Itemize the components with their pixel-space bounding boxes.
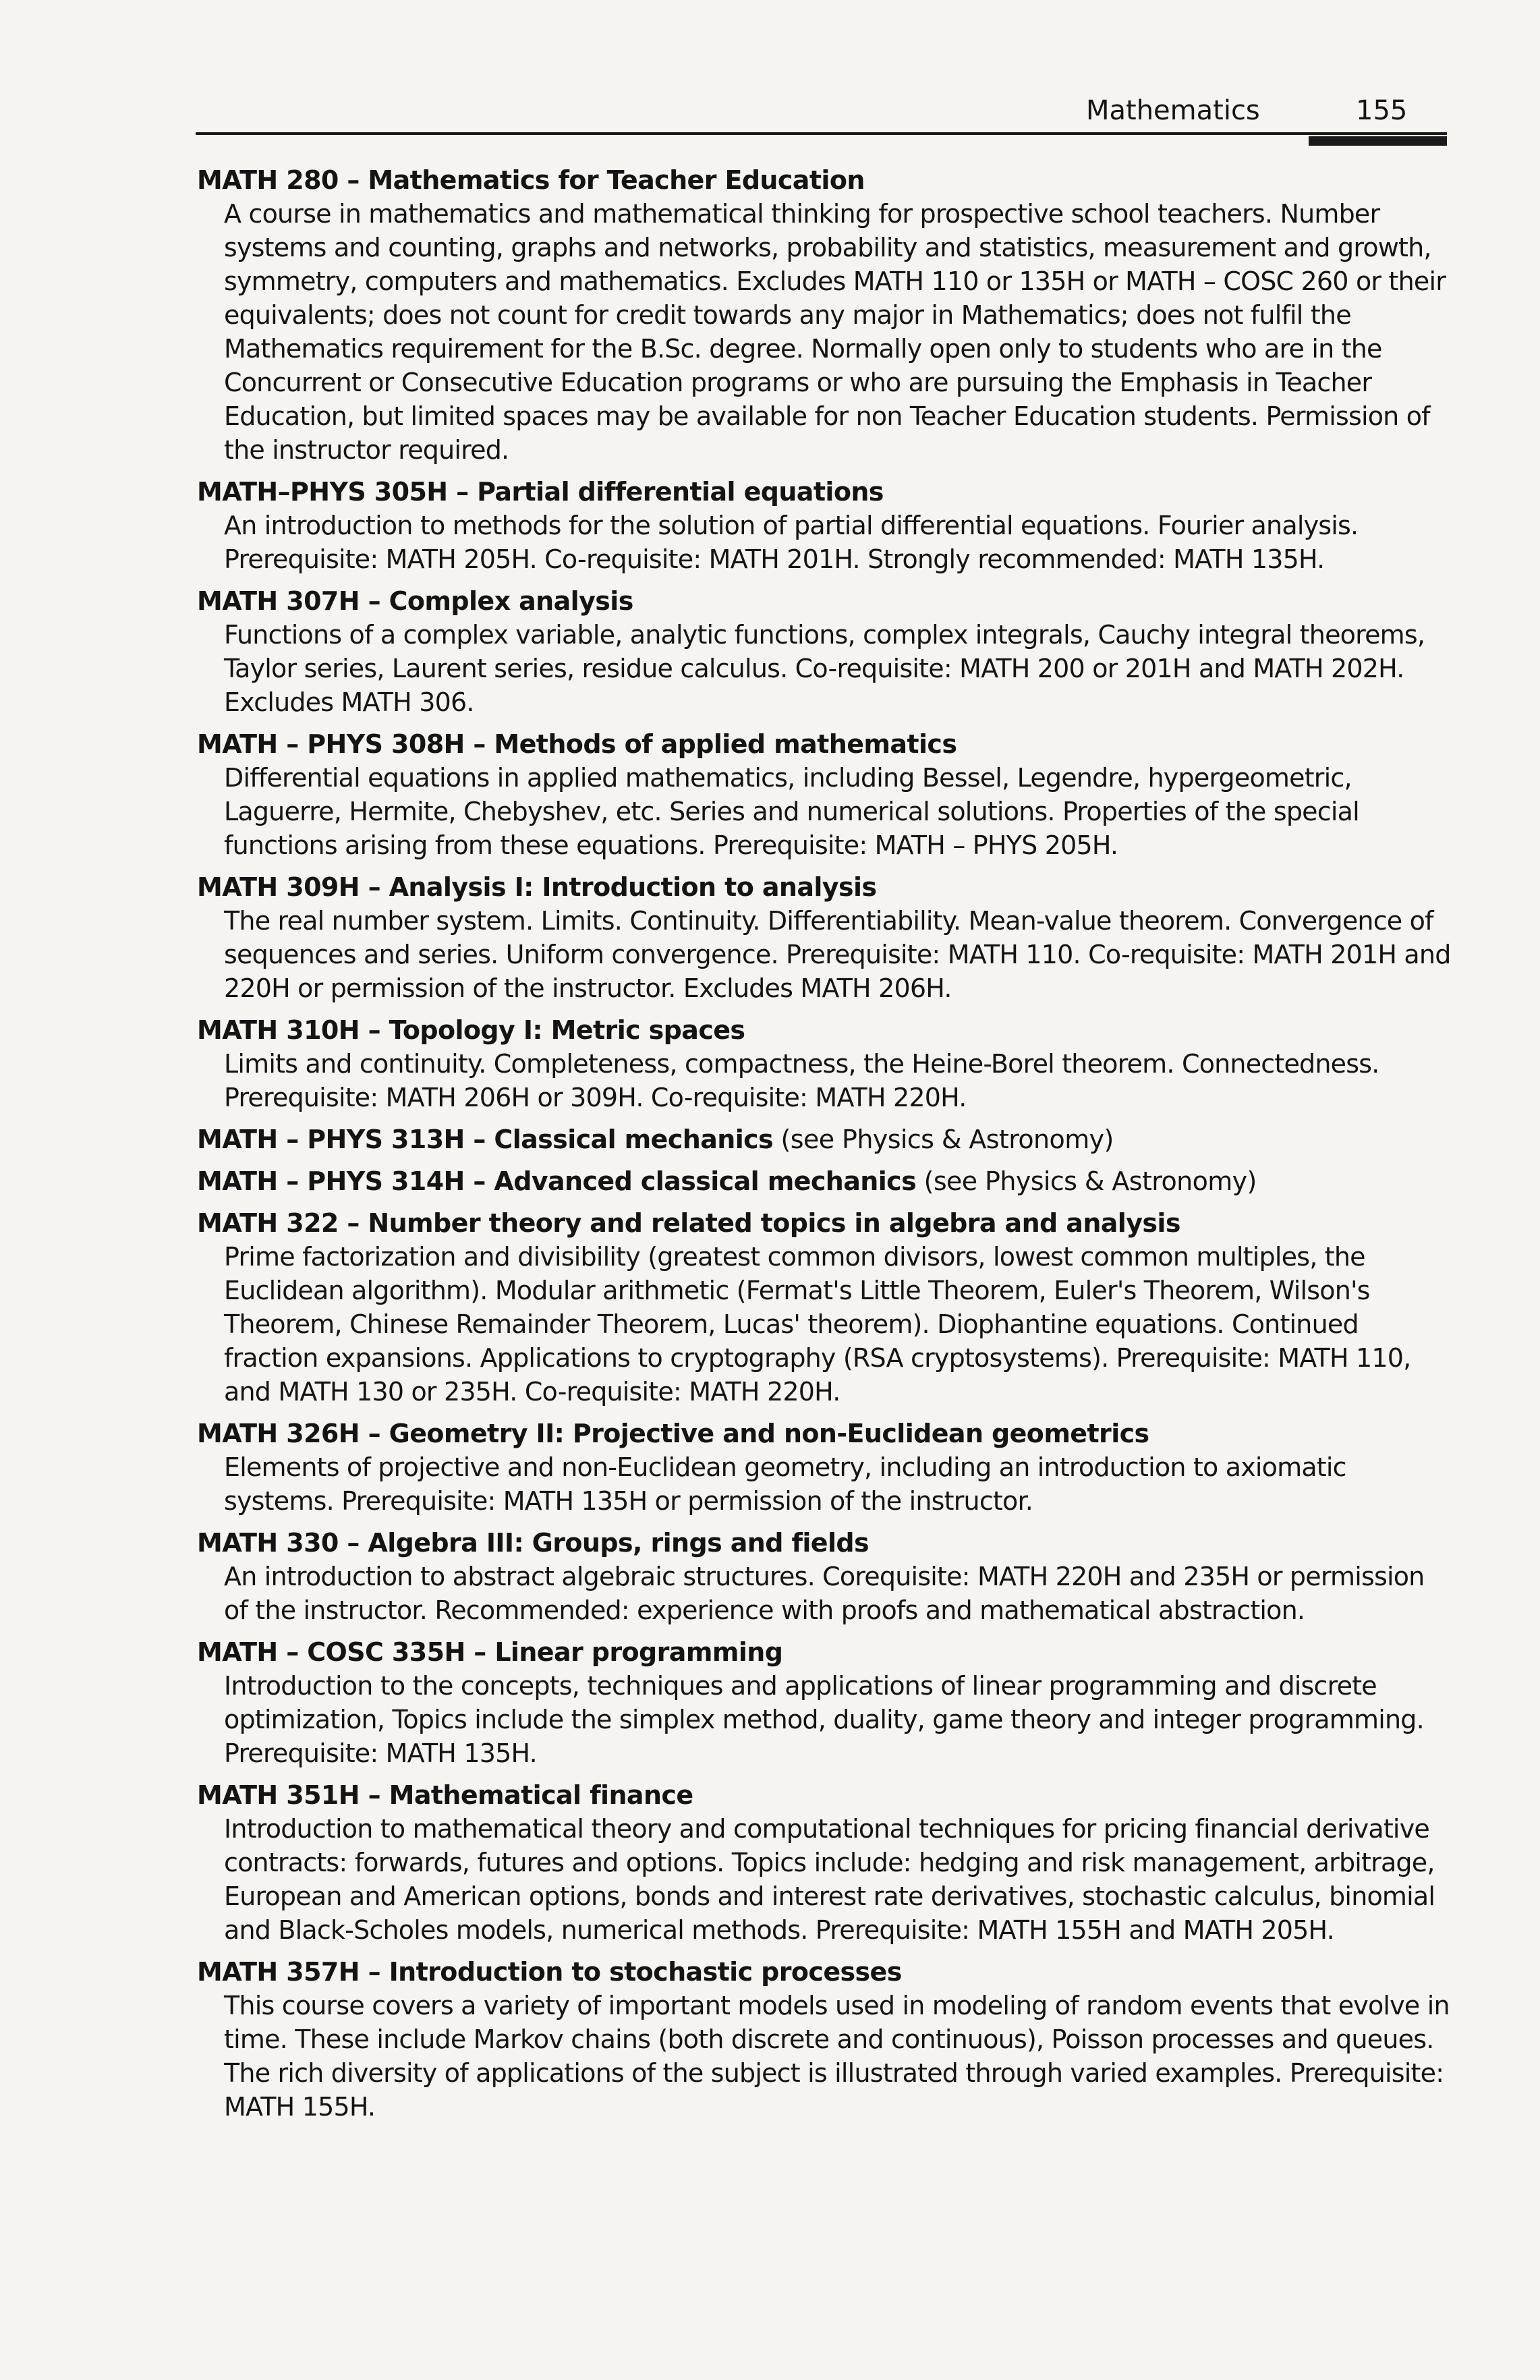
course-title-text: MATH 351H – Mathematical finance [197, 1780, 693, 1810]
course-title-text: MATH 326H – Geometry II: Projective and non-Euclidean geometrics [197, 1419, 1149, 1448]
course-description: The real number system. Limits. Continuity. Differentiability. Mean-value theorem. Convergence of sequences and series. Uniform convergence. Prerequisite: MATH 110. Co-requisite: MATH 201H and 220H or permission of the instructor. Excludes MATH 206H. [224, 906, 1451, 1003]
course-title-text: MATH 357H – Introduction to stochastic processes [197, 1957, 902, 1987]
course-entry [197, 475, 1452, 576]
header-rule-tab [1309, 136, 1447, 146]
course-title-text: MATH 330 – Algebra III: Groups, rings and fields [197, 1528, 869, 1558]
course-entry [197, 870, 1452, 1005]
course-description: Limits and continuity. Completeness, compactness, the Heine-Borel theorem. Connectedness. Prerequisite: MATH 206H or 309H. Co-requisite: MATH 220H. [224, 1049, 1379, 1112]
course-note: (see Physics & Astronomy) [773, 1125, 1114, 1154]
course-title [197, 1635, 1452, 1669]
course-entry [197, 1417, 1452, 1518]
course-title-text: MATH – PHYS 313H – Classical mechanics [197, 1125, 774, 1154]
page-header [196, 86, 1447, 135]
course-description: This course covers a variety of important models used in modeling of random events that evolve in time. These include Markov chains (both discrete and continuous), Poisson processes and queues. The rich diversity of applications of the subject is illustrated through varied examples. Prerequisite: MATH 155H. [224, 1991, 1450, 2122]
course-entry [197, 1955, 1452, 2124]
course-description: Differential equations in applied mathematics, including Bessel, Legendre, hypergeometric, Laguerre, Hermite, Chebyshev, etc. Series and numerical solutions. Properties of the special functions arising from these equations. Prerequisite: MATH – PHYS 205H. [224, 763, 1359, 860]
course-description: Introduction to the concepts, techniques and applications of linear programming and discrete optimization, Topics include the simplex method, duality, game theory and integer programming. Prerequisite: MATH 135H. [224, 1671, 1424, 1768]
course-entry [197, 1123, 1452, 1156]
course-description: Functions of a complex variable, analytic functions, complex integrals, Cauchy integral theorems, Taylor series, Laurent series, residue calculus. Co-requisite: MATH 200 or 201H and MATH 202H. Excludes MATH 306. [224, 620, 1425, 717]
course-description: A course in mathematics and mathematical thinking for prospective school teachers. Number systems and counting, graphs and networks, probability and statistics, measurement and growth, symmetry, computers and mathematics. Excludes MATH 110 or 135H or MATH – COSC 260 or their equivalents; does not count for credit towards any major in Mathematics; does not fulfil the Mathematics requirement for the B.Sc. degree. Normally open only to students who are in the Concurrent or Consecutive Education programs or who are pursuing the Emphasis in Teacher Education, but limited spaces may be available for non Teacher Education students. Permission of the instructor required. [224, 199, 1446, 465]
header-rule [196, 132, 1447, 135]
course-title [197, 1417, 1452, 1450]
course-title [197, 1123, 1452, 1156]
course-title [197, 1013, 1452, 1047]
course-entry [197, 584, 1452, 719]
course-entry [197, 1635, 1452, 1770]
course-title-text: MATH – PHYS 314H – Advanced classical mechanics [197, 1166, 917, 1196]
course-note: (see Physics & Astronomy) [916, 1166, 1257, 1196]
course-title [197, 584, 1452, 618]
course-title [197, 1955, 1452, 1989]
course-list [197, 163, 1452, 2132]
course-title [197, 727, 1452, 761]
course-entry [197, 163, 1452, 467]
course-description: Prime factorization and divisibility (greatest common divisors, lowest common multiples, the Euclidean algorithm). Modular arithmetic (Fermat's Little Theorem, Euler's Theorem, Wilson's Theorem, Chinese Remainder Theorem, Lucas' theorem). Diophantine equations. Continued fraction expansions. Applications to cryptography (RSA cryptosystems). Prerequisite: MATH 110, and MATH 130 or 235H. Co-requisite: MATH 220H. [224, 1242, 1411, 1407]
course-title-text: MATH 322 – Number theory and related topics in algebra and analysis [197, 1208, 1180, 1238]
course-entry [197, 1206, 1452, 1409]
course-title-text: MATH 309H – Analysis I: Introduction to analysis [197, 872, 877, 902]
course-title-text: MATH 280 – Mathematics for Teacher Education [197, 165, 865, 195]
course-description: An introduction to abstract algebraic structures. Corequisite: MATH 220H and 235H or permission of the instructor. Recommended: experience with proofs and mathematical abstraction. [224, 1562, 1425, 1625]
course-title-text: MATH 310H – Topology I: Metric spaces [197, 1015, 745, 1045]
course-entry [197, 1164, 1452, 1198]
course-title [197, 1526, 1452, 1560]
course-title [197, 870, 1452, 904]
course-entry [197, 727, 1452, 862]
course-title-text: MATH 307H – Complex analysis [197, 586, 633, 616]
course-entry [197, 1526, 1452, 1627]
course-title [197, 1206, 1452, 1240]
course-description: An introduction to methods for the solution of partial differential equations. Fourier analysis. Prerequisite: MATH 205H. Co-requisite: MATH 201H. Strongly recommended: MATH 135H. [224, 511, 1359, 574]
running-head-section: Mathematics [1086, 95, 1260, 126]
course-title [197, 1164, 1452, 1198]
page-number: 155 [1356, 95, 1408, 126]
course-title-text: MATH – COSC 335H – Linear programming [197, 1637, 783, 1667]
course-entry [197, 1013, 1452, 1114]
course-title-text: MATH–PHYS 305H – Partial differential equations [197, 477, 884, 507]
course-title [197, 1778, 1452, 1812]
course-description: Introduction to mathematical theory and computational techniques for pricing financial derivative contracts: forwards, futures and options. Topics include: hedging and risk management, arbitrage, European and American options, bonds and interest rate derivatives, stochastic calculus, binomial and Black-Scholes models, numerical methods. Prerequisite: MATH 155H and MATH 205H. [224, 1814, 1435, 1945]
course-entry [197, 1778, 1452, 1947]
course-title [197, 163, 1452, 197]
course-description: Elements of projective and non-Euclidean geometry, including an introduction to axiomatic systems. Prerequisite: MATH 135H or permission of the instructor. [224, 1452, 1346, 1516]
course-title-text: MATH – PHYS 308H – Methods of applied mathematics [197, 729, 957, 759]
course-title [197, 475, 1452, 509]
